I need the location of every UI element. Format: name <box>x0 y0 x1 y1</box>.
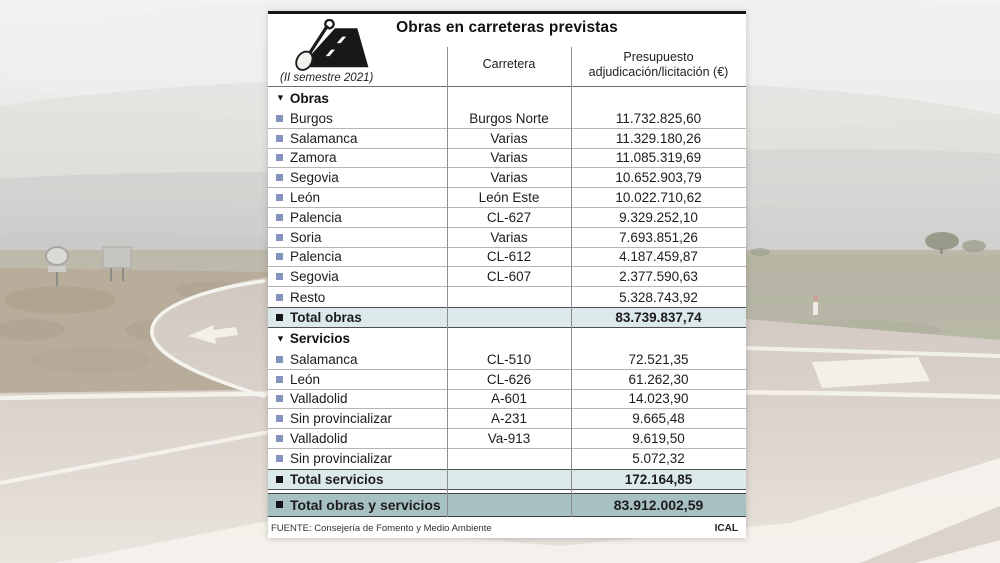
column-divider <box>571 47 572 517</box>
table-row <box>268 267 746 287</box>
province-cell: Resto <box>290 289 326 305</box>
amount-cell: 10.022.710,62 <box>615 190 702 206</box>
total-label: Total servicios <box>290 471 384 487</box>
amount-cell: 9.619,50 <box>632 431 685 447</box>
amount-cell: 5.072,32 <box>632 451 685 467</box>
province-cell: León <box>290 371 321 387</box>
panel-header <box>268 14 746 87</box>
square-bullet-icon <box>276 501 283 508</box>
column-divider <box>447 47 448 517</box>
column-header-carretera: Carretera <box>482 57 536 71</box>
province-cell: Segovia <box>290 269 339 285</box>
square-bullet-icon <box>276 476 283 483</box>
grand-total-row <box>268 493 746 517</box>
province-cell: Valladolid <box>290 391 348 407</box>
table-row <box>268 429 746 449</box>
province-cell: León <box>290 190 321 206</box>
road-cell: CL-626 <box>486 371 532 387</box>
square-bullet-icon <box>276 174 283 181</box>
chart-title: Obras en carreteras previstas <box>396 19 618 36</box>
road-cell: CL-510 <box>486 351 532 367</box>
chart-subtitle: (II semestre 2021) <box>280 72 374 84</box>
table-row <box>268 129 746 149</box>
road-cell: Va-913 <box>487 431 531 447</box>
amount-cell: 11.329.180,26 <box>615 130 702 146</box>
total-obras-row <box>268 307 746 328</box>
amount-cell: 14.023,90 <box>628 391 689 407</box>
road-cell: Burgos Norte <box>469 110 549 126</box>
table-row <box>268 350 746 370</box>
table-row <box>268 248 746 268</box>
amount-cell: 5.328.743,92 <box>619 289 698 305</box>
source-credit: FUENTE: Consejería de Fomento y Medio Ambiente <box>271 522 492 534</box>
table-row <box>268 287 746 307</box>
amount-cell: 4.187.459,87 <box>619 249 698 265</box>
province-cell: Sin provincializar <box>290 411 393 427</box>
province-cell: Palencia <box>290 209 342 225</box>
square-bullet-icon <box>276 356 283 363</box>
infographic-panel <box>268 11 746 538</box>
table-row <box>268 370 746 390</box>
square-bullet-icon <box>276 415 283 422</box>
province-cell: Segovia <box>290 170 339 186</box>
table-row <box>268 208 746 228</box>
total-servicios-row <box>268 469 746 490</box>
road-cell: A-601 <box>490 391 528 407</box>
square-bullet-icon <box>276 115 283 122</box>
amount-cell: 11.732.825,60 <box>615 110 702 126</box>
grand-total-amount: 83.912.002,59 <box>613 496 704 513</box>
province-cell: Sin provincializar <box>290 451 393 467</box>
province-cell: Zamora <box>290 150 337 166</box>
table-row <box>268 449 746 469</box>
province-cell: Burgos <box>290 110 333 126</box>
table-row <box>268 228 746 248</box>
square-bullet-icon <box>276 154 283 161</box>
road-cell: Varias <box>490 229 528 245</box>
amount-cell: 10.652.903,79 <box>615 170 702 186</box>
amount-cell: 9.665,48 <box>632 411 685 427</box>
square-bullet-icon <box>276 135 283 142</box>
square-bullet-icon <box>276 314 283 321</box>
road-cell: León Este <box>478 190 540 206</box>
square-bullet-icon <box>276 455 283 462</box>
table-row <box>268 109 746 129</box>
road-cell: Varias <box>490 130 528 146</box>
square-bullet-icon <box>276 376 283 383</box>
amount-cell: 7.693.851,26 <box>619 229 698 245</box>
panel-footer <box>268 517 746 538</box>
amount-cell: 2.377.590,63 <box>619 269 698 285</box>
square-bullet-icon <box>276 273 283 280</box>
road-cell: Varias <box>490 170 528 186</box>
grand-total-label: Total obras y servicios <box>290 496 441 513</box>
province-cell: Soria <box>290 229 322 245</box>
section-header-servicios: ▼ Servicios <box>276 331 350 347</box>
square-bullet-icon <box>276 253 283 260</box>
amount-cell: 11.085.319,69 <box>615 150 702 166</box>
table-row <box>268 168 746 188</box>
province-cell: Valladolid <box>290 431 348 447</box>
marker-post-icon <box>813 296 818 315</box>
square-bullet-icon <box>276 435 283 442</box>
total-amount: 172.164,85 <box>624 471 693 487</box>
province-cell: Salamanca <box>290 351 358 367</box>
road-cell: Varias <box>490 150 528 166</box>
column-header-presupuesto: Presupuesto adjudicación/licitación (€) <box>588 50 729 79</box>
table-row <box>268 390 746 410</box>
road-cell: CL-612 <box>486 249 532 265</box>
triangle-down-icon: ▼ <box>276 333 285 344</box>
amount-cell: 61.262,30 <box>628 371 689 387</box>
triangle-down-icon: ▼ <box>276 92 285 103</box>
table-row <box>268 188 746 208</box>
square-bullet-icon <box>276 194 283 201</box>
section-header-obras: ▼ Obras <box>276 90 329 106</box>
road-cell: CL-607 <box>486 269 532 285</box>
table-row <box>268 149 746 169</box>
square-bullet-icon <box>276 234 283 241</box>
amount-cell: 72.521,35 <box>628 351 689 367</box>
agency-credit: ICAL <box>714 522 738 534</box>
province-cell: Palencia <box>290 249 342 265</box>
road-cell: CL-627 <box>486 209 532 225</box>
total-amount: 83.739.837,74 <box>615 309 702 325</box>
square-bullet-icon <box>276 294 283 301</box>
table-row <box>268 409 746 429</box>
square-bullet-icon <box>276 395 283 402</box>
province-cell: Salamanca <box>290 130 358 146</box>
square-bullet-icon <box>276 214 283 221</box>
total-label: Total obras <box>290 309 362 325</box>
amount-cell: 9.329.252,10 <box>619 209 698 225</box>
road-cell: A-231 <box>490 411 528 427</box>
